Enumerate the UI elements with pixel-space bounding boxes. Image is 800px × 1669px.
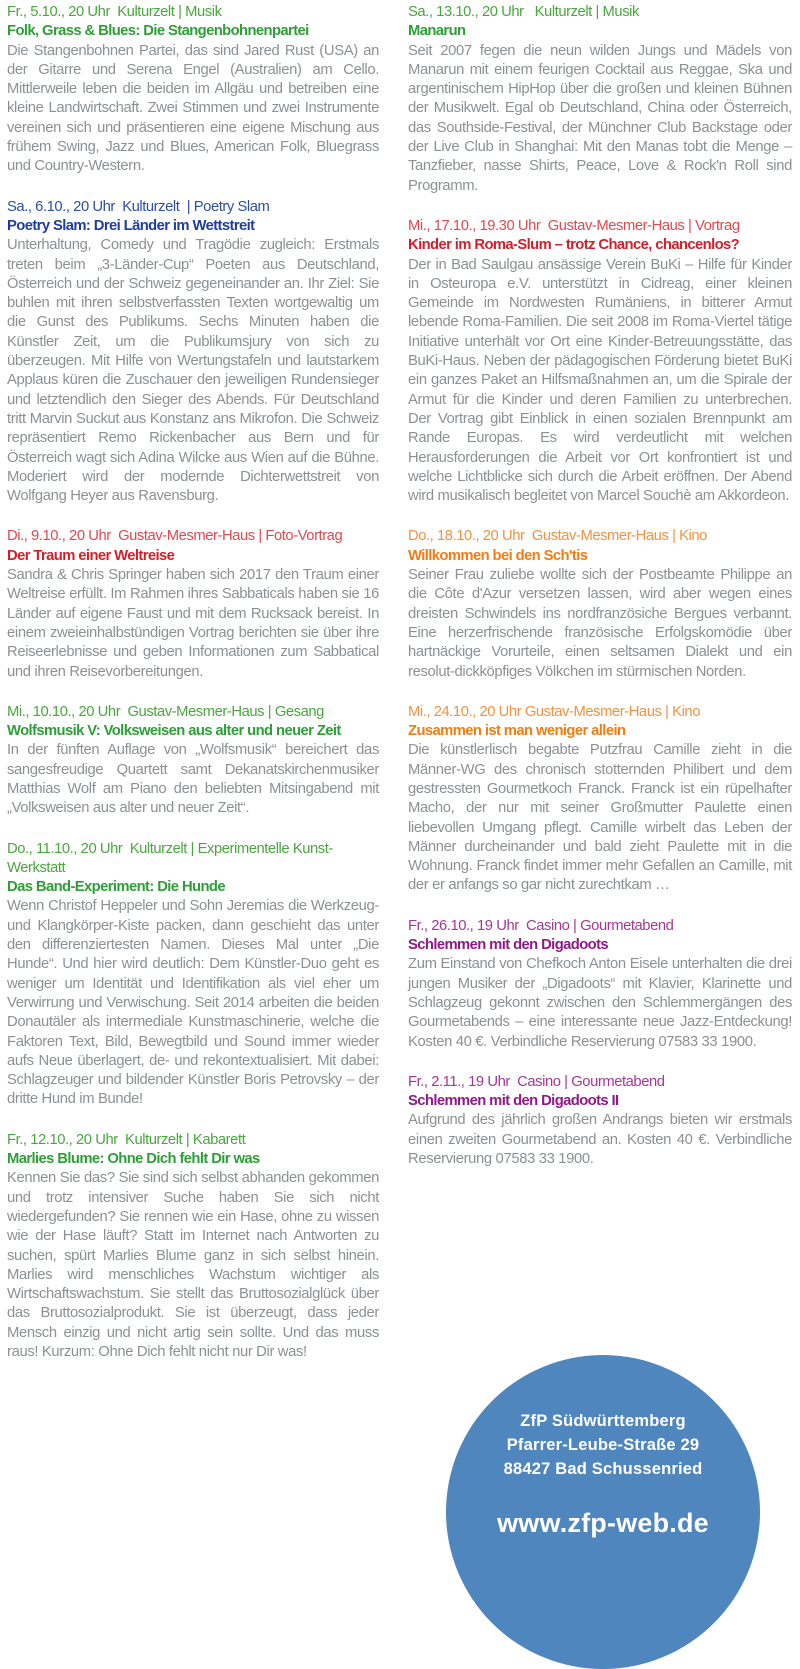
event-weltreise: [7, 527, 379, 681]
event-schtis: [408, 527, 792, 681]
event-description: In der fünften Auflage von „Wolfsmusik“ bereichert das sangesfreudige Quartett samt Dekanatskirchenmusiker Matthias Wolf am Piano den beliebten Mitsingabend mit „Volksweisen aus alter und neuer Zeit“.: [7, 742, 379, 817]
event-date-line: Fr., 2.11., 19 Uhr Casino | Gourmetabend: [408, 1073, 665, 1090]
event-stangenbohnenpartei: [7, 3, 379, 177]
event-description: Sandra & Chris Springer haben sich 2017 den Traum einer Weltreise erfüllt. Im Rahmen ihres Sabbaticals haben sie 16 Länder auf eigene Faust und mit dem Rucksack bereist. In einem zweieinhalbstündigen Vortrag berichten sie über ihre Reiseerlebnisse und geben Informationen zum Sabbatical und ihren Reisevorbereitungen.: [7, 567, 379, 680]
event-band-experiment: [7, 840, 379, 1110]
event-date-line: Mi., 17.10., 19.30 Uhr Gustav-Mesmer-Haus | Vortrag: [408, 217, 740, 234]
zfp-city: 88427 Bad Schussenried: [503, 1460, 703, 1478]
event-roma-slum: [408, 217, 792, 506]
right-column: [408, 3, 792, 1552]
left-column: [7, 3, 379, 1552]
event-title: Wolfsmusik V: Volksweisen aus alter und neuer Zeit: [7, 723, 341, 740]
event-date-line: Di., 9.10., 20 Uhr Gustav-Mesmer-Haus | Foto-Vortrag: [7, 528, 343, 545]
event-title: Manarun: [408, 23, 466, 40]
event-description: Aufgrund des jährlich großen Andrangs bieten wir erstmals einen zweiten Gourmetabend an. Kosten 40 €. Verbindliche Reservierung 07583 33 1900.: [408, 1112, 792, 1168]
event-title: Poetry Slam: Drei Länder im Wettstreit: [7, 217, 255, 234]
event-title: Kinder im Roma-Slum – trotz Chance, chancenlos?: [408, 237, 740, 254]
event-description: Wenn Christof Heppeler und Sohn Jeremias die Werkzeug- und Klangkörper-Kiste packen, dann geschieht das unter den differenziertesten Namen. Dieses Mal unter „Die Hunde“. Und hier wird deutlich: Dem Künstler-Duo geht es weniger um Identität und Identifikation als viel eher um Verwirrung und Verwischung. Seit 2014 arbeiten die beiden Donautäler als intermediale Kunstmaschinerie, welche die Faktoren Text, Bild, Bewegtbild und Sound immer wieder aufs Neue überlagert, de- und rekontextualisiert. Mit dabei: Schlagzeuger und bildender Künstler Boris Petrovsky – der dritte Hund im Bunde!: [7, 898, 379, 1108]
event-zusammen-allein: [408, 703, 792, 896]
zfp-street: Pfarrer-Leube-Straße 29: [506, 1436, 700, 1454]
event-description: Unterhaltung, Comedy und Tragödie zugleich: Erstmals treten beim „3-Länder-Cup“ Poeten aus Deutschland, Österreich und der Schweiz gegeneinander an. Ihr Ziel: Sie buhlen mit ihren selbstverfassten Texten wortgewaltig um die Gunst des Publikums. Sechs Minuten haben die Künstler Zeit, um die Publikumsjury von sich zu überzeugen. Mit Hilfe von Wertungstafeln und lautstarkem Applaus küren die Zuschauer den jeweiligen Rundensieger und letztendlich den Sieger des Abends. Für Deutschland tritt Marvin Suckut aus Konstanz ans Mikrofon. Die Schweiz repräsentiert Remo Rickenbacher aus Bern und für Österreich wagt sich Adina Wilcke aus Wien auf die Bühne. Moderiert wird der modernde Dichterwettstreit von Wolfgang Heyer aus Ravensburg.: [7, 237, 379, 505]
event-digadoots-1: [408, 917, 792, 1052]
event-title: Schlemmen mit den Digadoots: [408, 937, 609, 954]
event-date-line: Mi., 10.10., 20 Uhr Gustav-Mesmer-Haus | Gesang: [7, 703, 324, 720]
event-description: Der in Bad Saulgau ansässige Verein BuKi – Hilfe für Kinder in Osteuropa e.V. unterstützt in Cidreag, einer kleinen Gemeinde im Nordwesten Rumäniens, in bitterer Armut lebende Roma-Familien. Die seit 2008 im Roma-Viertel tätige Initiative unterhält vor Ort eine Kinder-Betreuungsstätte, das BuKi-Haus. Neben der pädagogischen Förderung bietet BuKi ein ganzes Paket an Hilfsmaßnahmen an, um die Spirale der Armut für die Kinder und deren Familien zu unterbrechen. Der Vortrag gibt Einblick in einen sozialen Brennpunkt am Rande Europas. Es wird verdeutlicht mit welchen Herausforderungen die Arbeit vor Ort konfrontiert ist und welche Lichtblicke sich durch die Arbeit eröffnen. Der Abend wird musikalisch begleitet von Marcel Souchè am Akkordeon.: [408, 256, 792, 505]
event-description: Zum Einstand von Chefkoch Anton Eisele unterhalten die drei jungen Musiker der „Digadoots“ mit Klavier, Klarinette und Schlagzeug gekonnt zwischen den Schlemmergängen des Gourmetabends – eine interessante neue Jazz-Entdeckung! Kosten 40 €. Verbindliche Reservierung 07583 33 1900.: [408, 956, 792, 1050]
event-description: Seiner Frau zuliebe wollte sich der Postbeamte Philippe an die Côte d'Azur versetzen lassen, wird aber wegen eines dreisten Schwindels ins nordfranzösiche Bergues verbannt. Eine herzerfrischende französische Erfolgskomödie über hartnäckige Vorurteile, einen seltsamen Dialekt und ein resolut-dickköpfiges Völkchen im stürmischen Norden.: [408, 567, 792, 680]
event-manarun: [408, 3, 792, 196]
event-title: Marlies Blume: Ohne Dich fehlt Dir was: [7, 1151, 260, 1168]
zfp-contact-badge: [446, 1355, 760, 1669]
event-description: Die Stangenbohnen Partei, das sind Jared Rust (USA) an der Gitarre und Serena Engel (Australien) am Cello. Mittlerweile leben die beiden im Allgäu und betreiben eine kleine Landwirtschaft. Zwei Stimmen und zwei Instrumente vereinen sich und präsentieren eine eigene Mischung aus frühem Swing, Jazz und Blues, American Folk, Bluegrass und Country-Western.: [7, 42, 379, 175]
event-date-line: Fr., 5.10., 20 Uhr Kulturzelt | Musik: [7, 4, 222, 20]
event-wolfsmusik: [7, 703, 379, 819]
event-title: Der Traum einer Weltreise: [7, 547, 175, 564]
event-description: Seit 2007 fegen die neun wilden Jungs und Mädels von Manarun mit einem feurigen Cocktail aus Reggae, Ska und argentinischem HipHop über die großen und kleinen Bühnen der Musikwelt. Egal ob Deutschland, China oder Österreich, das Southside-Festival, der Münchner Club Backstage oder der Live Club in Shanghai: Mit den Manas tobt die Menge – Tanzfieber, nasse Shirts, Peace, Love & Rock'n Roll sind Programm.: [408, 42, 792, 194]
zfp-address: [446, 1409, 760, 1481]
event-date-line: Mi., 24.10., 20 Uhr Gustav-Mesmer-Haus | Kino: [408, 703, 700, 720]
event-digadoots-2: [408, 1073, 792, 1169]
event-date-line: Fr., 26.10., 19 Uhr Casino | Gourmetabend: [408, 917, 674, 934]
event-date-line: Do., 11.10., 20 Uhr Kulturzelt | Experimentelle Kunst-Werkstatt: [7, 840, 333, 876]
event-poetry-slam: [7, 198, 379, 507]
event-title: Folk, Grass & Blues: Die Stangenbohnenpartei: [7, 23, 309, 40]
zfp-org-name: ZfP Südwürttemberg: [520, 1412, 686, 1430]
event-title: Willkommen bei den Sch'tis: [408, 547, 588, 564]
event-description: Die künstlerlisch begabte Putzfrau Camille zieht in die Männer-WG des chronisch stotternden Philibert und dem gestressten Gourmetkoch Franck. Franck ist ein rüpelhafter Macho, der nur mit seiner Großmutter Paulette einen liebevollen Umgang pflegt. Camille wirbelt das Leben der Männer durcheinander und bald zieht Paulette mit in die Wohnung. Franck findet immer mehr Gefallen an Camille, mit der er anfangs so gar nicht zurechtkam …: [408, 742, 792, 894]
event-title: Schlemmen mit den Digadoots II: [408, 1093, 619, 1110]
event-marlies-blume: [7, 1131, 379, 1363]
event-date-line: Sa., 13.10., 20 Uhr Kulturzelt | Musik: [408, 4, 639, 20]
event-title: Zusammen ist man weniger allein: [408, 723, 626, 740]
zfp-website-link[interactable]: www.zfp-web.de: [497, 1508, 709, 1538]
event-date-line: Fr., 12.10., 20 Uhr Kulturzelt | Kabarett: [7, 1131, 246, 1148]
event-description: Kennen Sie das? Sie sind sich selbst abhanden gekommen und trotz intensiver Suche haben Sie sich nicht wiedergefunden? Sie rennen wie ein Hase, ohne zu wissen wie der Hase läuft? Statt im Internet nach Antworten zu suchen, spürt Marlies Blume ganz in sich selbst hinein. Marlies wird menschliches Wachstum wichtiger als Wirtschaftswachstum. Sie stellt das Bruttosozialglück über das Bruttosozialprodukt. Sie ist überzeugt, dass jeder Mensch einzig und nicht artig sein sollte. Und das muss raus! Kurzum: Ohne Dich fehlt nicht nur Dir was!: [7, 1170, 379, 1360]
event-date-line: Sa., 6.10., 20 Uhr Kulturzelt | Poetry Slam: [7, 198, 270, 215]
event-title: Das Band-Experiment: Die Hunde: [7, 879, 225, 896]
event-date-line: Do., 18.10., 20 Uhr Gustav-Mesmer-Haus | Kino: [408, 528, 707, 545]
